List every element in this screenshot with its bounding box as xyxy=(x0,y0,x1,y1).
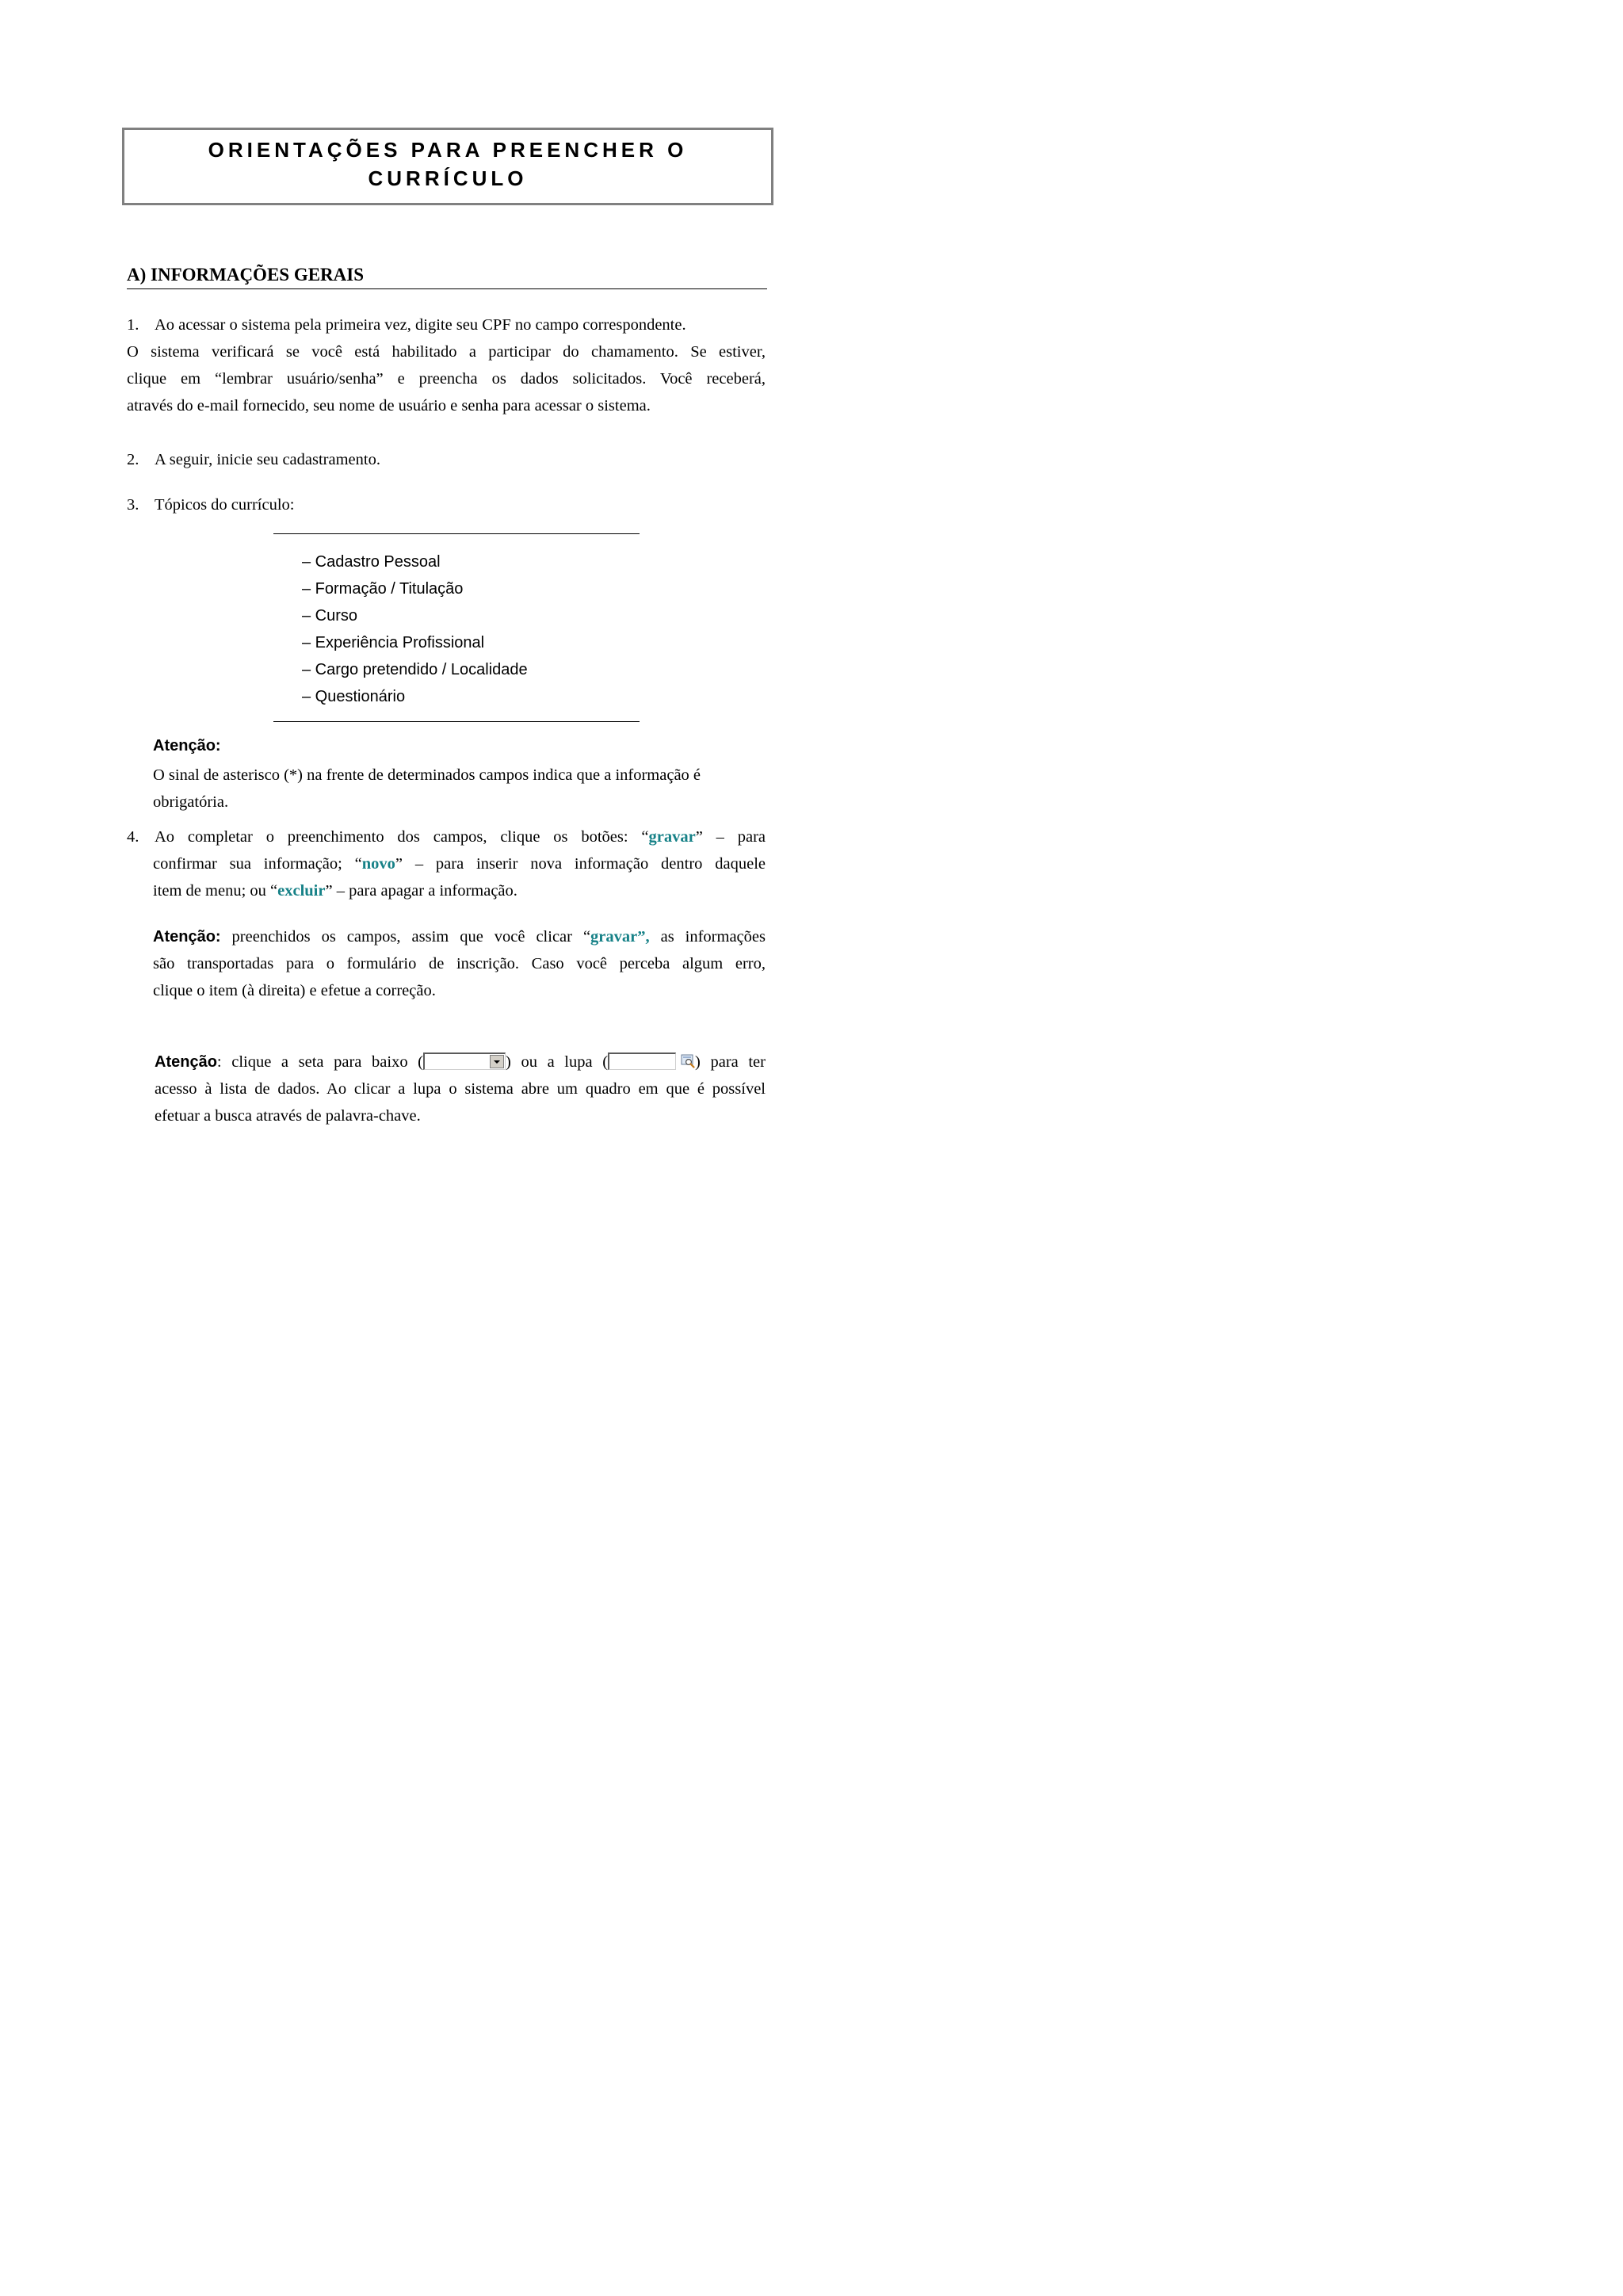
title-line-1: ORIENTAÇÕES PARA PREENCHER O xyxy=(208,138,688,162)
item-4-text: item de menu; ou “ xyxy=(153,882,278,900)
excluir-keyword: excluir xyxy=(277,882,326,900)
item-4-text: Ao completar o preenchimento dos campos, clique os botões: “ xyxy=(155,828,649,846)
list-item: – Questionário xyxy=(302,688,406,705)
list-item: – Cadastro Pessoal xyxy=(302,553,441,571)
dropdown-button xyxy=(490,1055,504,1068)
title-line-2: CURRÍCULO xyxy=(368,166,528,190)
attention-3-text: ) para ter xyxy=(695,1053,766,1071)
item-3-number: 3. xyxy=(127,496,139,514)
attention-3-line-1 xyxy=(155,1049,766,1075)
attention-3-text: ) ou a lupa ( xyxy=(506,1053,609,1071)
item-4-text: ” – para inserir nova informação dentro daquele xyxy=(395,855,766,873)
list-item: – Curso xyxy=(302,607,358,625)
attention-2-text: as informações xyxy=(649,928,766,946)
topics-list xyxy=(302,548,528,710)
item-4-line-2 xyxy=(153,850,766,877)
magnifier-icon xyxy=(681,1050,695,1064)
dropdown-arrow-icon xyxy=(423,1052,506,1070)
attention-2-label: Atenção: xyxy=(153,928,221,946)
item-4-text: ” – para apagar a informação. xyxy=(325,882,517,900)
attention-3-text: : clique a seta para baixo ( xyxy=(216,1053,424,1071)
item-3-text: Tópicos do currículo: xyxy=(155,496,295,514)
item-1-line-1: Ao acessar o sistema pela primeira vez, digite seu CPF no campo correspondente. xyxy=(155,316,686,334)
item-4-number: 4. xyxy=(127,828,139,846)
list-item: – Formação / Titulação xyxy=(302,580,464,598)
document-title xyxy=(122,136,773,193)
search-field-sample xyxy=(608,1052,676,1070)
item-1-number: 1. xyxy=(127,316,139,334)
attention-3-line-2: acesso à lista de dados. Ao clicar a lupa o sistema abre um quadro em que é possível xyxy=(155,1080,766,1098)
attention-3-label: Atenção xyxy=(155,1053,217,1071)
item-2-text: A seguir, inicie seu cadastramento. xyxy=(155,451,380,468)
item-4-line-1 xyxy=(155,823,766,850)
attention-2-text: preenchidos os campos, assim que você clicar “ xyxy=(220,928,591,946)
list-item: – Experiência Profissional xyxy=(302,634,485,651)
section-heading-rule xyxy=(127,288,767,289)
attention-1-label: Atenção: xyxy=(153,737,221,755)
attention-3-line-3: efetuar a busca através de palavra-chave. xyxy=(155,1107,421,1125)
topics-bottom-rule xyxy=(273,721,640,722)
section-heading: A) INFORMAÇÕES GERAIS xyxy=(127,265,365,285)
item-4-line-3 xyxy=(153,877,517,904)
attention-1-line-1: O sinal de asterisco (*) na frente de determinados campos indica que a informação é xyxy=(153,766,701,784)
item-4-text: ” – para xyxy=(695,828,766,846)
gravar-keyword: gravar xyxy=(648,828,696,846)
item-1-line-2: O sistema verificará se você está habilitado a participar do chamamento. Se estiver, xyxy=(127,343,766,361)
attention-1-line-2: obrigatória. xyxy=(153,793,229,811)
item-2-number: 2. xyxy=(127,451,139,468)
item-4-text: confirmar sua informação; “ xyxy=(153,855,362,873)
novo-keyword: novo xyxy=(361,855,395,873)
gravar-keyword: gravar”, xyxy=(590,928,650,946)
attention-2-line-2: são transportadas para o formulário de inscrição. Caso você perceba algum erro, xyxy=(153,955,766,972)
item-1-line-3: clique em “lembrar usuário/senha” e preencha os dados solicitados. Você receberá, xyxy=(127,370,766,388)
attention-2-line-3: clique o item (à direita) e efetue a correção. xyxy=(153,982,436,999)
list-item: – Cargo pretendido / Localidade xyxy=(302,661,528,678)
item-1-line-4: através do e-mail fornecido, seu nome de usuário e senha para acessar o sistema. xyxy=(127,397,651,415)
attention-2-line-1 xyxy=(153,923,766,950)
topics-top-rule xyxy=(273,533,640,534)
